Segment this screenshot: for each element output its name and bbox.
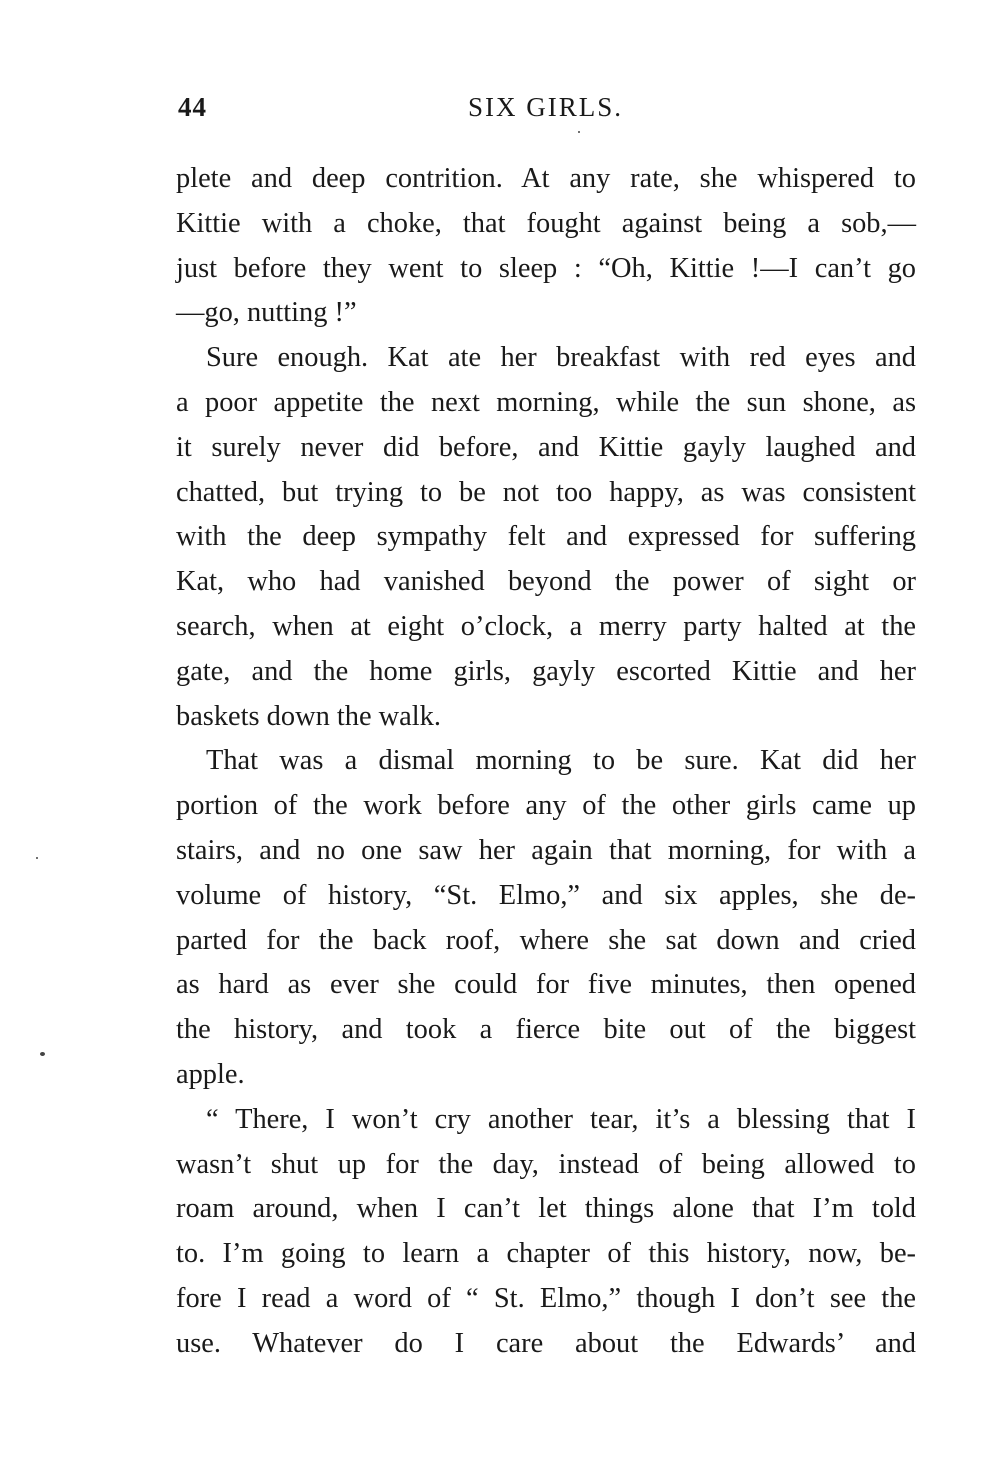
text-line: Kittie with a choke, that fought against being a sob,— bbox=[176, 207, 916, 239]
paragraph bbox=[176, 336, 916, 739]
text-line: stairs, and no one saw her again that morning, for with a bbox=[176, 834, 916, 866]
text-line: baskets down the walk. bbox=[176, 700, 441, 732]
paragraph bbox=[176, 157, 916, 336]
text-line: roam around, when I can’t let things alone that I’m told bbox=[176, 1193, 916, 1225]
text-line: the history, and took a fierce bite out of the biggest bbox=[176, 1014, 916, 1046]
scan-speck bbox=[36, 857, 38, 859]
text-line: search, when at eight o’clock, a merry party halted at the bbox=[176, 610, 916, 642]
text-line: chatted, but trying to be not too happy, as was consistent bbox=[176, 476, 916, 508]
scan-speck bbox=[40, 1052, 45, 1056]
body-text bbox=[176, 157, 916, 1367]
text-line: That was a dismal morning to be sure. Kat did her bbox=[206, 745, 916, 777]
text-line: portion of the work before any of the other girls came up bbox=[176, 790, 916, 822]
text-line: with the deep sympathy felt and expressed for suffering bbox=[176, 521, 916, 553]
running-head: SIX GIRLS. bbox=[468, 92, 624, 122]
text-line: it surely never did before, and Kittie gayly laughed and bbox=[176, 431, 916, 463]
text-line: fore I read a word of “ St. Elmo,” though I don’t see the bbox=[176, 1282, 916, 1314]
text-line: plete and deep contrition. At any rate, she whispered to bbox=[176, 163, 916, 194]
paragraph bbox=[176, 1098, 916, 1367]
text-line: gate, and the home girls, gayly escorted Kittie and her bbox=[176, 655, 916, 687]
text-line: as hard as ever she could for five minutes, then opened bbox=[176, 969, 916, 1001]
page-header bbox=[178, 92, 918, 132]
text-line: use. Whatever do I care about the Edwards’ and bbox=[176, 1327, 916, 1359]
text-line: Kat, who had vanished beyond the power of sight or bbox=[176, 566, 916, 598]
text-line: to. I’m going to learn a chapter of this history, now, be- bbox=[176, 1238, 916, 1270]
text-line: just before they went to sleep : “Oh, Kittie !—I can’t go bbox=[176, 252, 916, 284]
text-line: parted for the back roof, where she sat down and cried bbox=[176, 924, 916, 956]
text-line: volume of history, “St. Elmo,” and six apples, she de- bbox=[176, 879, 916, 911]
paragraph bbox=[176, 739, 916, 1097]
text-line: “ There, I won’t cry another tear, it’s a blessing that I bbox=[206, 1103, 916, 1135]
text-line: wasn’t shut up for the day, instead of being allowed to bbox=[176, 1148, 916, 1180]
text-line: —go, nutting !” bbox=[176, 297, 357, 329]
text-line: apple. bbox=[176, 1058, 245, 1090]
page-number: 44 bbox=[178, 92, 207, 122]
scan-speck bbox=[578, 131, 580, 133]
text-line: a poor appetite the next morning, while the sun shone, as bbox=[176, 386, 916, 418]
text-line: Sure enough. Kat ate her breakfast with red eyes and bbox=[206, 342, 916, 374]
